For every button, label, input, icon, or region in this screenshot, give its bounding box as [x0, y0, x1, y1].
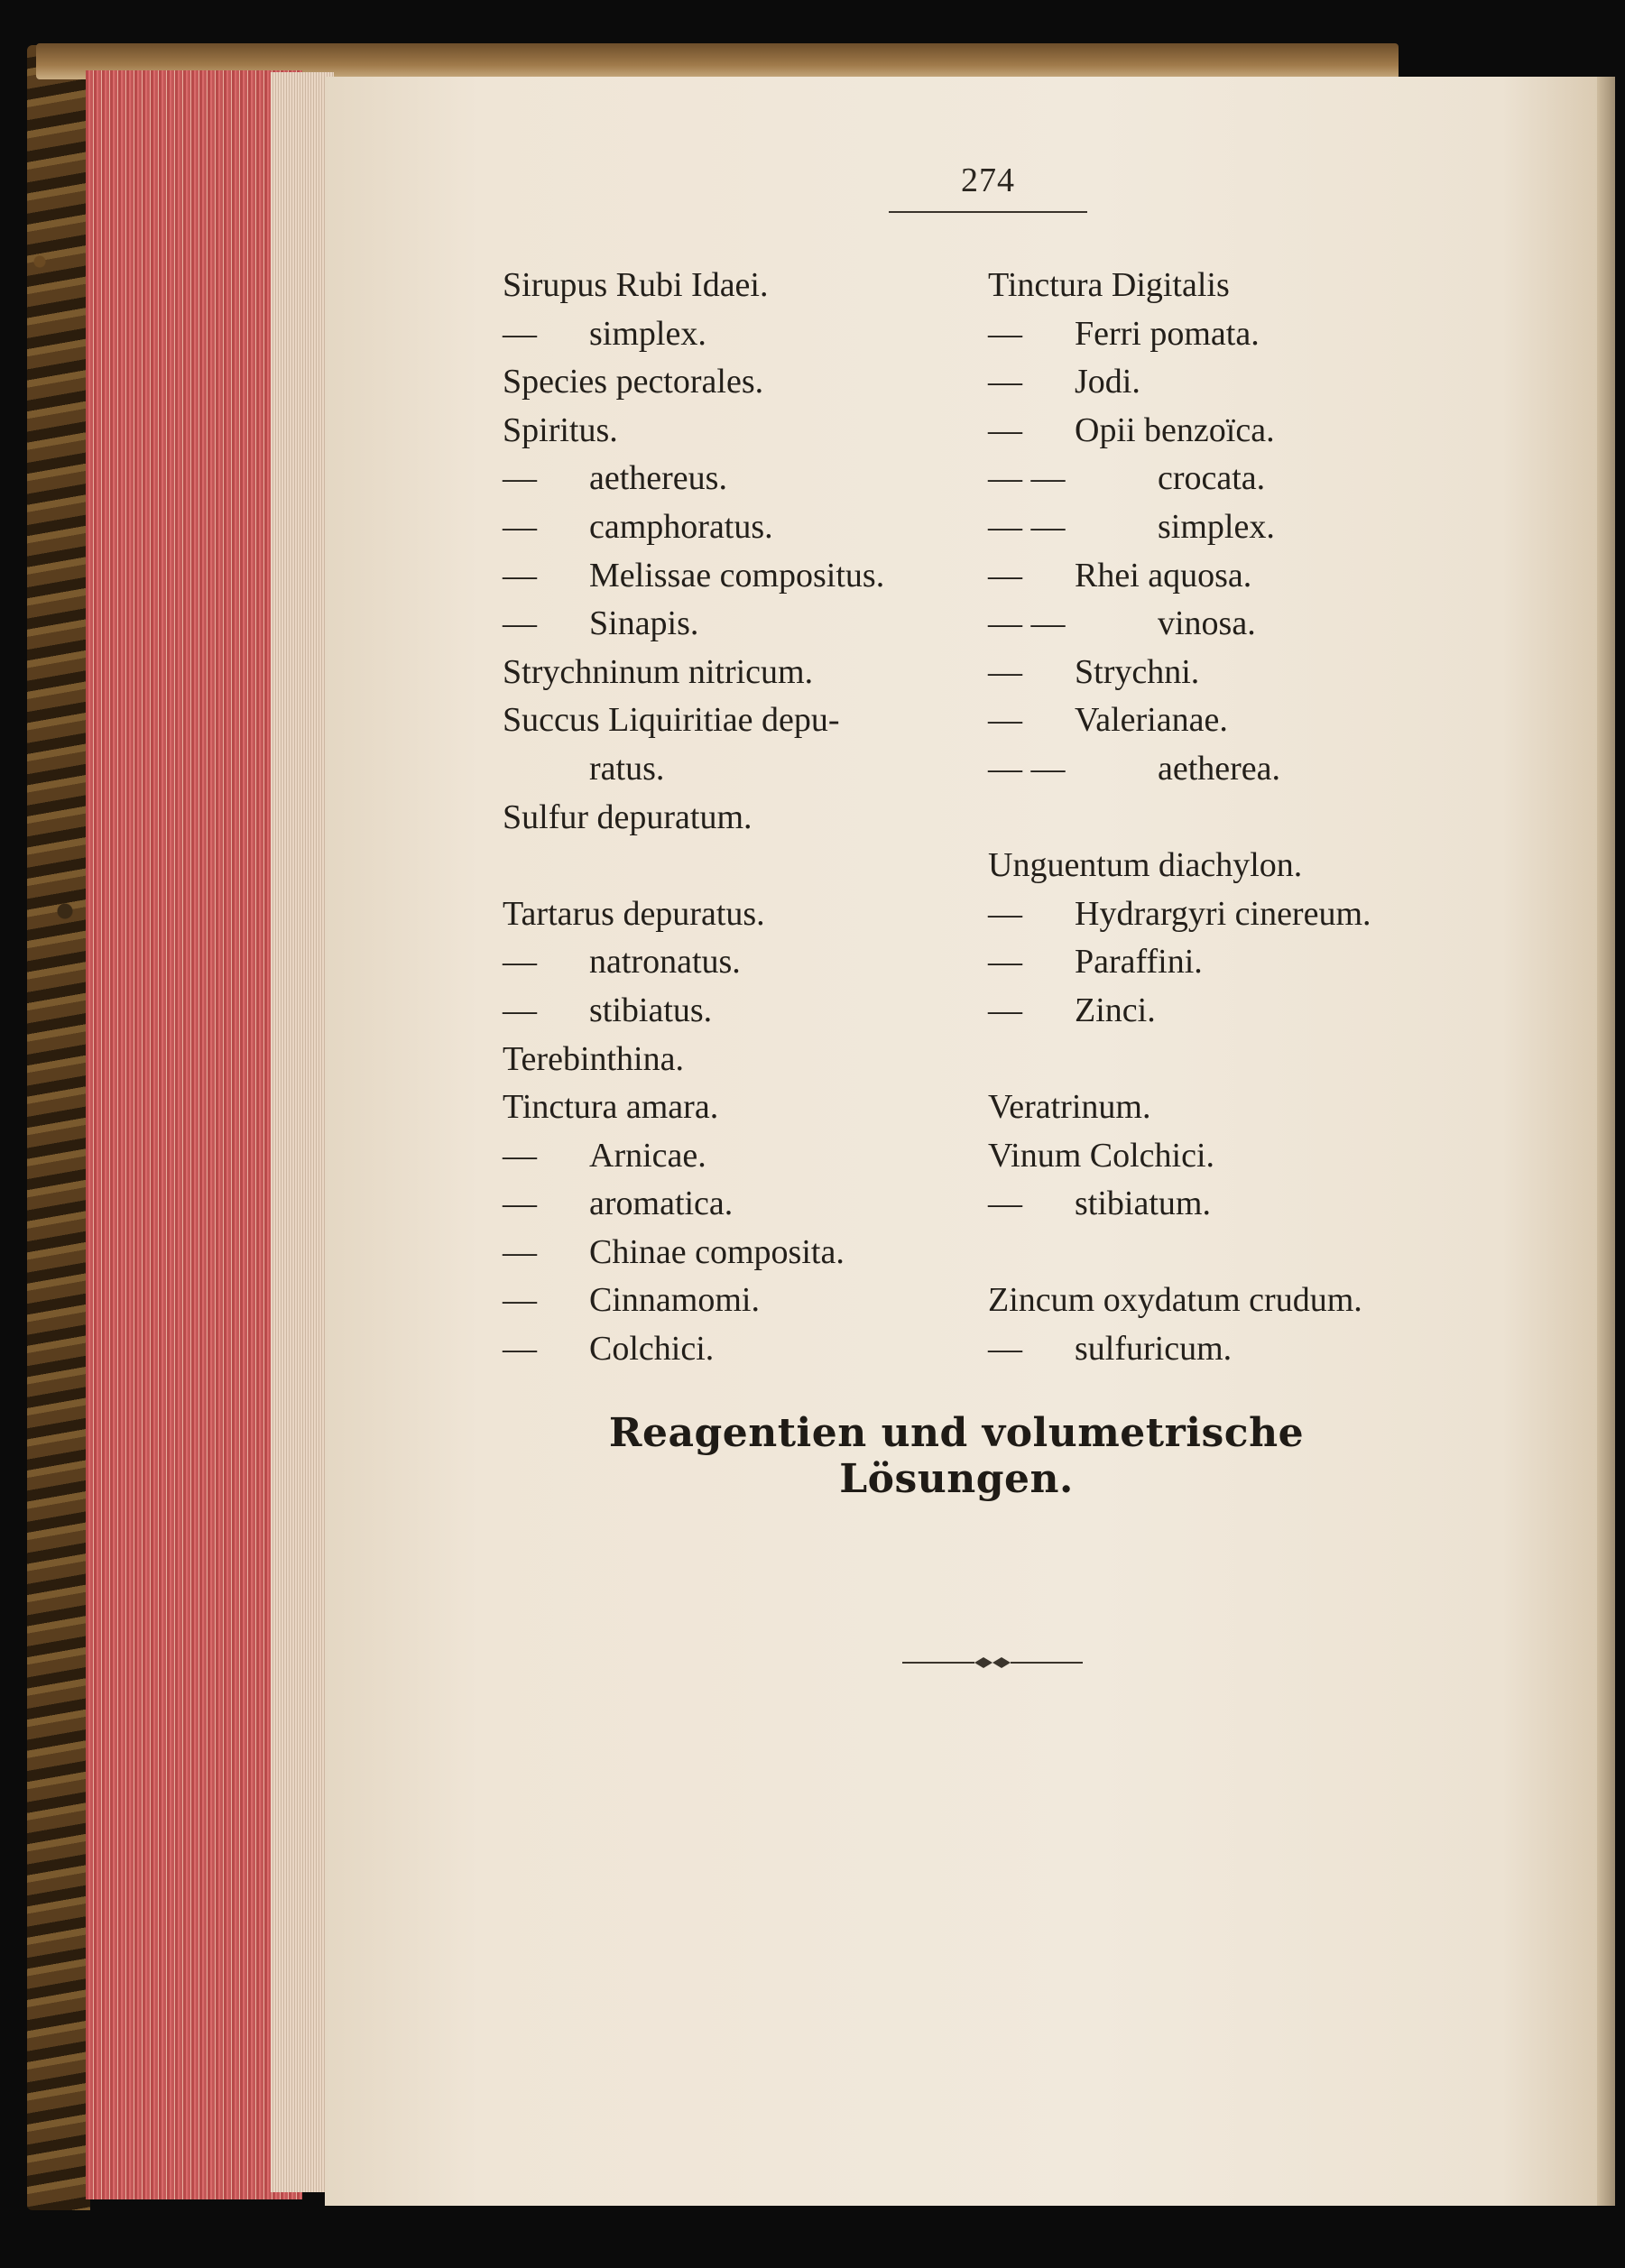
list-item-text: Tartarus depuratus. — [503, 894, 765, 933]
list-item-text: aromatica. — [589, 1185, 734, 1223]
list-item — [503, 600, 990, 649]
list-item — [503, 696, 990, 745]
ditto-dash: — — [503, 1232, 537, 1271]
section-heading: Reagentien und volumetrische Lösungen. — [608, 1410, 1305, 1502]
list-item-text: simplex. — [589, 314, 706, 353]
ditto-dash: — — [503, 556, 537, 595]
list-item-text: Paraffini. — [1075, 943, 1203, 982]
ditto-dash: — — [503, 943, 537, 982]
ditto-dash: — — [503, 314, 537, 353]
list-item-text: Spiritus. — [503, 410, 618, 449]
list-item — [988, 407, 1583, 456]
list-item-text: camphoratus. — [589, 507, 773, 546]
list-item-text: sulfuricum. — [1075, 1330, 1233, 1369]
list-item — [503, 262, 990, 310]
book-binding — [27, 45, 90, 2210]
list-item-text: aethereus. — [589, 459, 727, 498]
list-item-text: crocata. — [1158, 459, 1266, 498]
list-item — [988, 842, 1583, 890]
list-item-text: Tinctura amara. — [503, 1088, 719, 1127]
list-item-text: Sirupus Rubi Idaei. — [503, 266, 769, 304]
list-item — [988, 1229, 1583, 1277]
left-column — [503, 262, 990, 1374]
ditto-dash: — — [988, 701, 1022, 740]
ditto-dash: — — [988, 410, 1022, 449]
list-item — [503, 794, 990, 843]
list-item-text: Cinnamomi. — [589, 1281, 760, 1320]
list-item-text: Hydrargyri cinereum. — [1075, 894, 1371, 933]
list-item-text: stibiatum. — [1075, 1185, 1211, 1223]
list-item — [988, 745, 1583, 794]
ditto-dash: — — [988, 556, 1022, 595]
list-item-text: Species pectorales. — [503, 363, 764, 401]
list-item-text: stibiatus. — [589, 991, 713, 1029]
list-item-text: natronatus. — [589, 943, 741, 982]
list-item-text: vinosa. — [1158, 604, 1256, 643]
list-item-text: Strychninum nitricum. — [503, 652, 814, 691]
page-number-rule — [889, 211, 1087, 213]
page-block-edge — [86, 70, 302, 2199]
list-item-text: Opii benzoïca. — [1075, 410, 1275, 449]
list-item-text: Veratrinum. — [988, 1088, 1151, 1127]
list-item — [988, 503, 1583, 552]
list-item — [988, 455, 1583, 503]
list-item-text: Melissae compositus. — [589, 556, 885, 595]
ditto-dash: — — [988, 652, 1022, 691]
list-item — [988, 1036, 1583, 1084]
list-item-text: Sulfur depuratum. — [503, 797, 752, 836]
list-item-text: Chinae composita. — [589, 1232, 845, 1271]
list-item — [503, 358, 990, 407]
list-item — [503, 1083, 990, 1132]
list-item — [988, 696, 1583, 745]
list-item — [988, 262, 1583, 310]
ditto-dash: — — [988, 991, 1022, 1029]
list-item-text: Succus Liquiritiae depu- — [503, 701, 840, 740]
list-item — [988, 890, 1583, 939]
list-item — [503, 938, 990, 987]
ditto-dash: — — [503, 991, 537, 1029]
ditto-dash: — — [988, 943, 1022, 982]
ditto-dash: — — [503, 604, 537, 643]
list-item — [503, 987, 990, 1036]
list-item — [988, 794, 1583, 843]
list-item — [503, 310, 990, 359]
list-item — [988, 358, 1583, 407]
ditto-dash: — — [503, 507, 537, 546]
list-item — [503, 649, 990, 697]
list-item — [503, 1277, 990, 1325]
ditto-dash: — — [503, 1136, 537, 1175]
ditto-dash: — — [988, 1185, 1022, 1223]
list-item-text: Zincum oxydatum crudum. — [988, 1281, 1362, 1320]
list-item — [988, 1083, 1583, 1132]
ditto-dash: — — — [988, 749, 1066, 788]
list-item — [988, 1180, 1583, 1229]
list-item-text: aetherea. — [1158, 749, 1281, 788]
list-item — [503, 1325, 990, 1374]
list-item — [988, 649, 1583, 697]
list-item-text: Arnicae. — [589, 1136, 706, 1175]
list-item-text: simplex. — [1158, 507, 1275, 546]
ditto-dash: — — [988, 363, 1022, 401]
list-item — [503, 890, 990, 939]
ditto-dash: — — — [988, 507, 1066, 546]
ditto-dash: — — — [988, 459, 1066, 498]
list-item-text: Ferri pomata. — [1075, 314, 1260, 353]
list-item — [503, 503, 990, 552]
list-item — [503, 455, 990, 503]
ditto-dash: — — [988, 894, 1022, 933]
ditto-dash: — — [503, 1281, 537, 1320]
list-item — [988, 552, 1583, 601]
ditto-dash: — — [503, 1330, 537, 1369]
list-item-text: Terebinthina. — [503, 1039, 684, 1078]
list-item — [503, 552, 990, 601]
list-item — [988, 1132, 1583, 1181]
list-item — [988, 987, 1583, 1036]
list-item-text: Strychni. — [1075, 652, 1200, 691]
list-item-text: Colchici. — [589, 1330, 715, 1369]
list-item-text: Zinci. — [1075, 991, 1156, 1029]
list-item-text: Unguentum diachylon. — [988, 846, 1303, 885]
list-item — [503, 1229, 990, 1277]
list-item-text: ratus. — [589, 749, 665, 788]
list-item-text: Valerianae. — [1075, 701, 1228, 740]
list-item-text: Jodi. — [1075, 363, 1140, 401]
ditto-dash: — — [503, 459, 537, 498]
page-right-edge — [1597, 77, 1615, 2206]
ditto-dash: — — [988, 1330, 1022, 1369]
list-item-text: Vinum Colchici. — [988, 1136, 1215, 1175]
list-item — [503, 1036, 990, 1084]
list-item — [988, 938, 1583, 987]
list-item — [503, 1180, 990, 1229]
list-item-text: Sinapis. — [589, 604, 699, 643]
list-item — [988, 310, 1583, 359]
list-item — [503, 407, 990, 456]
list-item — [988, 600, 1583, 649]
list-item-text: Rhei aquosa. — [1075, 556, 1252, 595]
list-item — [503, 1132, 990, 1181]
ditto-dash: — — [503, 1185, 537, 1223]
right-column — [988, 262, 1583, 1374]
list-item — [503, 745, 990, 794]
ditto-dash: — — [988, 314, 1022, 353]
ditto-dash: — — — [988, 604, 1066, 643]
ornament-divider — [902, 1656, 1083, 1669]
page-number: 274 — [961, 161, 1015, 199]
list-item — [988, 1325, 1583, 1374]
list-item-text: Tinctura Digitalis — [988, 266, 1230, 304]
list-item — [503, 842, 990, 890]
list-item — [988, 1277, 1583, 1325]
